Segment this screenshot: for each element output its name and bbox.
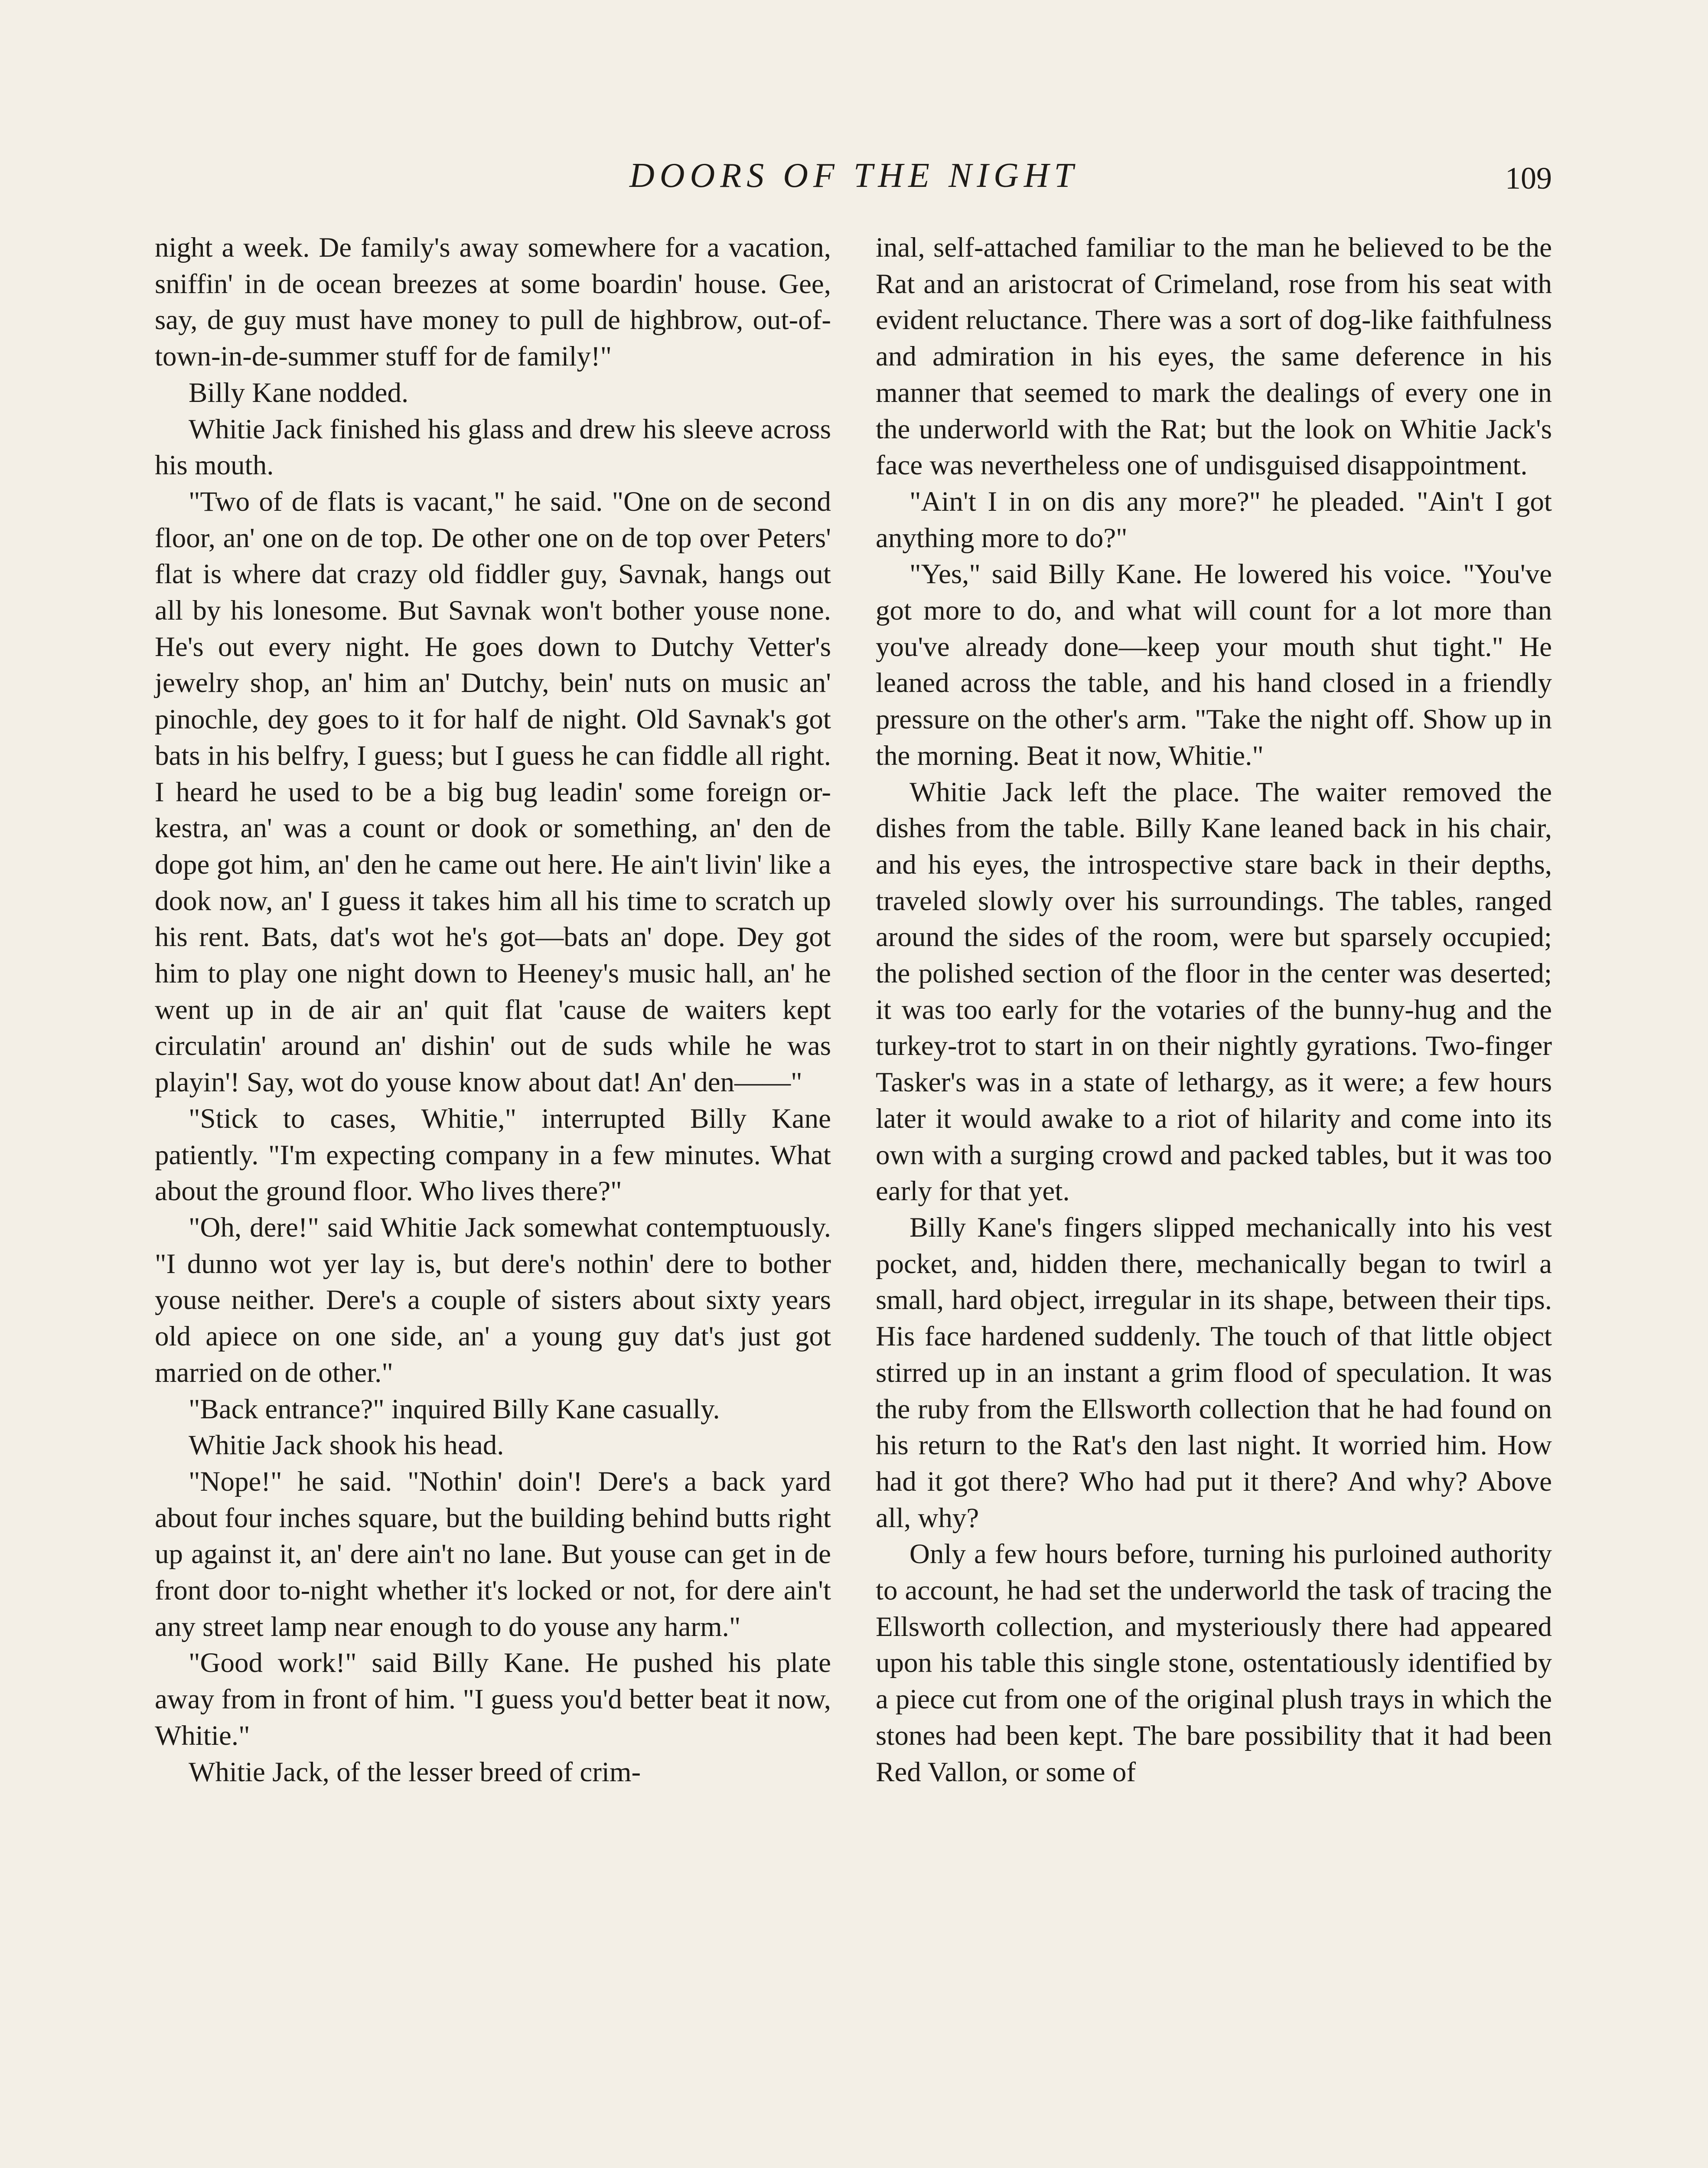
paragraph: Billy Kane's fingers slipped mechanically into his vest pocket, and, hidden there, mechanically began to twirl a small, hard object, irregular in its shape, between their tips. His face hardened suddenly. The touch of that little object stirred up in an instant a grim flood of speculation. It was the ruby from the Ellsworth collection that he had found on his return to the Rat's den last night. It worried him. How had it got there? Who had put it there? And why? Above all, why? (876, 1211, 1552, 1534)
paragraph: "Stick to cases, Whitie," interrupted Billy Kane patiently. "I'm expecting company in a few minutes. What about the ground floor. Who lives there?" (155, 1103, 831, 1207)
paragraph: Whitie Jack shook his head. (189, 1430, 504, 1461)
paragraph: "Back entrance?" inquired Billy Kane casually. (189, 1393, 720, 1425)
paragraph: night a week. De family's away somewhere for a vacation, sniffin' in de ocean breezes at some boardin' house. Gee, say, de guy must have money to pull de highbrow, out-of-town-in-de-summer stuff for de family!" (155, 232, 831, 372)
paragraph: "Ain't I in on dis any more?" he pleaded. "Ain't I got anything more to do?" (876, 486, 1552, 554)
paragraph: Whitie Jack finished his glass and drew his sleeve across his mouth. (155, 413, 831, 481)
paragraph: "Oh, dere!" said Whitie Jack somewhat contemptuously. "I dunno wot yer lay is, but dere's nothin' dere to bother youse neither. Dere's a couple of sisters about sixty years old apiece on one side, an' a young guy dat's just got married on de other." (155, 1211, 831, 1388)
page-number: 109 (1505, 161, 1552, 196)
paragraph: Whitie Jack left the place. The waiter removed the dishes from the table. Billy Kane leaned back in his chair, and his eyes, the introspective stare back in their depths, traveled slowly over his surroundings. The tables, ranged around the sides of the room, were but sparsely occupied; the polished section of the floor in the center was deserted; it was too early for the votaries of the bunny-hug and the turkey-trot to start in on their nightly gyrations. Two-finger Tasker's was in a state of lethargy, as it were; a few hours later it would awake to a riot of hilarity and come into its own with a surging crowd and packed tables, but it was too early for that yet. (876, 776, 1552, 1207)
paragraph: inal, self-attached familiar to the man he believed to be the Rat and an aristocrat of Crimeland, rose from his seat with evident reluctance. There was a sort of dog-like faithfulness and admiration in his eyes, the same deference in his manner that seemed to mark the dealings of every one in the underworld with the Rat; but the look on Whitie Jack's face was nevertheless one of undisguised disappointment. (876, 232, 1552, 481)
paragraph: "Good work!" said Billy Kane. He pushed his plate away from in front of him. "I guess you'd better beat it now, Whitie." (155, 1647, 831, 1751)
right-column (876, 230, 1552, 1790)
running-title: DOORS OF THE NIGHT (629, 157, 1079, 195)
paragraph: "Nope!" he said. "Nothin' doin'! Dere's a back yard about four inches square, but the building behind butts right up against it, an' dere ain't no lane. But youse can get in de front door to-night whether it's locked or not, for dere ain't any street lamp near enough to do youse any harm." (155, 1466, 831, 1642)
paragraph: Only a few hours before, turning his purloined authority to account, he had set the underworld the task of tracing the Ellsworth collection, and mysteriously there had appeared upon his table this single stone, ostentatiously identified by a piece cut from one of the original plush trays in which the stones had been kept. The bare possibility that it had been Red Vallon, or some of (876, 1538, 1552, 1788)
paragraph: "Two of de flats is vacant," he said. "One on de second floor, an' one on de top. De other one on de top over Peters' flat is where dat crazy old fiddler guy, Savnak, hangs out all by his lonesome. But Savnak won't bother youse none. He's out every night. He goes down to Dutchy Vetter's jewelry shop, an' him an' Dutchy, bein' nuts on music an' pinochle, dey goes to it for half de night. Old Savnak's got bats in his belfry, I guess; but I guess he can fiddle all right. I heard he used to be a big bug leadin' some foreign or-kestra, an' was a count or dook or something, an' den de dope got him, an' den he came out here. He ain't livin' like a dook now, an' I guess it takes him all his time to scratch up his rent. Bats, dat's wot he's got—bats an' dope. Dey got him to play one night down to Heeney's music hall, an' he went up in de air an' quit flat 'cause de waiters kept circulatin' around an' dishin' out de suds while he was playin'! Say, wot do youse know about dat! An' den——" (155, 486, 831, 1098)
paragraph: "Yes," said Billy Kane. He lowered his voice. "You've got more to do, and what will count for a lot more than you've already done—keep your mouth shut tight." He leaned across the table, and his hand closed in a friendly pressure on the other's arm. "Take the night off. Show up in the morning. Beat it now, Whitie." (876, 558, 1552, 771)
left-column (155, 230, 831, 1790)
running-head (156, 156, 1552, 204)
paragraph: Billy Kane nodded. (189, 377, 409, 408)
paragraph: Whitie Jack, of the lesser breed of crim- (189, 1756, 641, 1788)
